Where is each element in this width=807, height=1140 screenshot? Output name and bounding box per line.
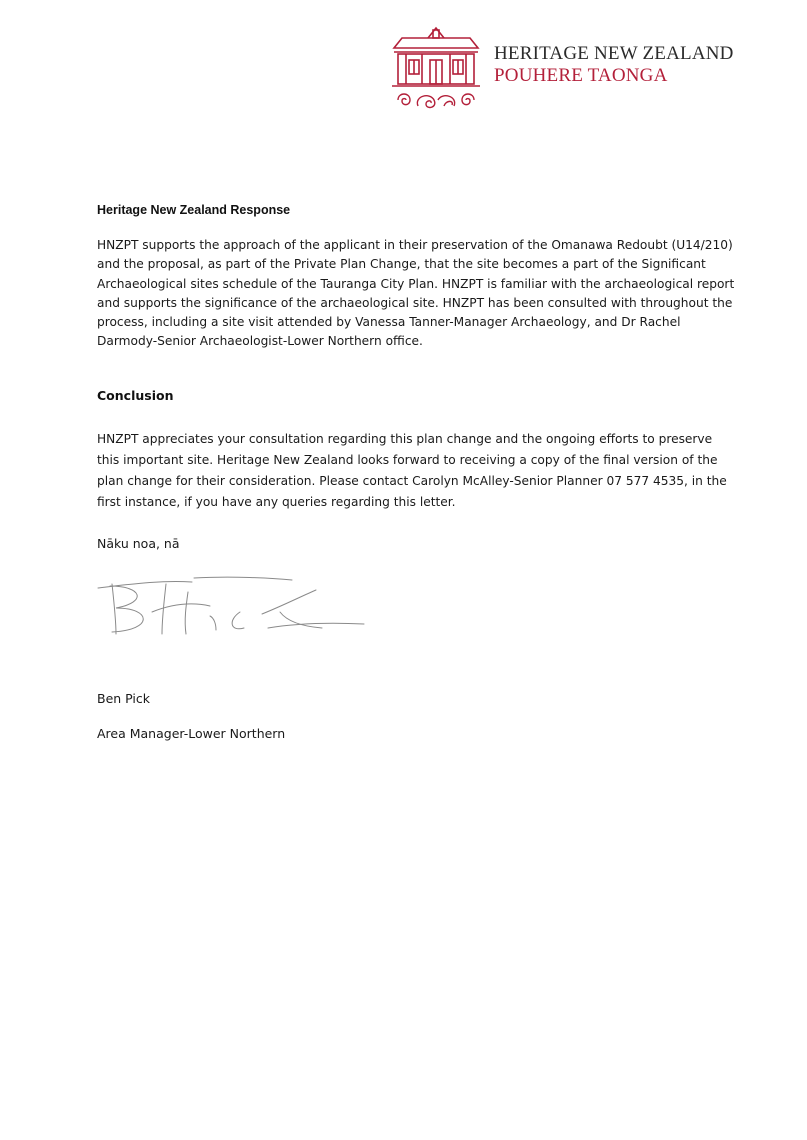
org-name: HERITAGE NEW ZEALAND	[494, 43, 734, 64]
response-paragraph: HNZPT supports the approach of the applicant in their preservation of the Omanawa Redoubt (U14/210) and the proposal, as part of the Private Plan Change, that the site becomes a part of the Significant Archaeological sites schedule of the Tauranga City Plan. HNZPT is familiar with the archaeological report and supports the significance of the archaeological site. HNZPT has been consulted with throughout the process, including a site visit attended by Vanessa Tanner-Manager Archaeology, and Dr Rachel Darmody-Senior Archaeologist-Lower Northern office.	[97, 238, 735, 349]
signer-title: Area Manager-Lower Northern	[97, 726, 286, 741]
conclusion-heading: Conclusion	[97, 388, 174, 403]
signer-name: Ben Pick	[97, 691, 151, 706]
heritage-house-logo-icon	[388, 20, 484, 116]
handwritten-signature	[92, 572, 372, 644]
org-name-maori: POUHERE TAONGA	[494, 65, 668, 86]
response-heading: Heritage New Zealand Response	[97, 203, 291, 217]
conclusion-paragraph: HNZPT appreciates your consultation regarding this plan change and the ongoing efforts to preserve this important site. Heritage New Zealand looks forward to receiving a copy of the final version of the plan change for their consideration. Please contact Carolyn McAlley-Senior Planner 07 577 4535, in the first instance, if you have any queries regarding this letter.	[97, 432, 727, 509]
letterhead	[388, 20, 734, 116]
signoff: Nāku noa, nā	[97, 536, 180, 551]
